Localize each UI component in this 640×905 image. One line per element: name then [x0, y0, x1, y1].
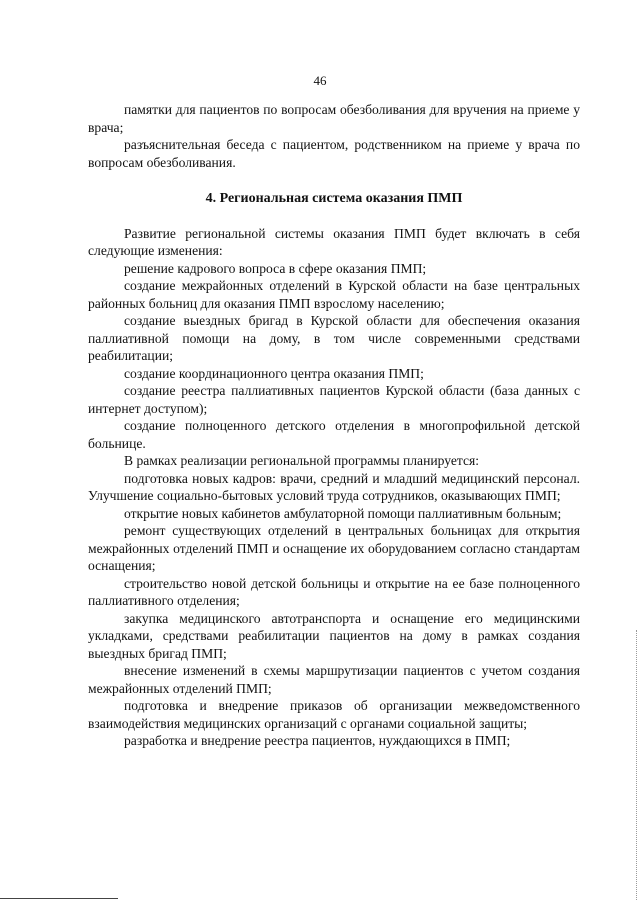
body-paragraph: создание реестра паллиативных пациентов Курской области (база данных с интернет доступом); [88, 383, 580, 416]
section-heading: 4. Региональная система оказания ПМП [205, 191, 463, 206]
intro-paragraph: памятки для пациентов по вопросам обезболивания для вручения на приеме у врача; [88, 102, 580, 135]
intro-paragraph: разъяснительная беседа с пациентом, родственником на приеме у врача по вопросам обезболивания. [88, 137, 580, 170]
body-paragraph: подготовка новых кадров: врачи, средний и младший медицинский персонал. Улучшение социально-бытовых условий труда сотрудников, оказывающих ПМП; [88, 470, 580, 503]
body-paragraph: ремонт существующих отделений в центральных больницах для открытия межрайонных отделений ПМП и оснащение их оборудованием согласно стандартам оснащения; [88, 523, 580, 573]
body-paragraph: разработка и внедрение реестра пациентов, нуждающихся в ПМП; [124, 733, 511, 748]
body-paragraph: открытие новых кабинетов амбулаторной помощи паллиативным больным; [124, 505, 562, 521]
scan-edge-marks [634, 630, 637, 900]
body-paragraph: строительство новой детской больницы и открытие на ее базе полноценного паллиативного отделения; [88, 575, 580, 608]
body-paragraph: закупка медицинского автотранспорта и оснащение его медицинскими укладками, средствами реабилитации пациентов на дому в рамках создания выездных бригад ПМП; [88, 610, 580, 661]
body-paragraph: решение кадрового вопроса в сфере оказания ПМП; [124, 260, 427, 276]
body-paragraph: создание полноценного детского отделения в многопрофильной детской больнице. [88, 418, 580, 451]
body-paragraph: В рамках реализации региональной программы планируется: [124, 453, 480, 468]
document-body [88, 101, 580, 750]
bottom-rule [0, 898, 118, 899]
body-paragraph: подготовка и внедрение приказов об организации межведомственного взаимодействия медицинских организаций с органами социальной защиты; [88, 698, 580, 731]
body-paragraph: Развитие региональной системы оказания ПМП будет включать в себя следующие изменения: [88, 225, 580, 258]
body-paragraph: создание выездных бригад в Курской области для обеспечения оказания паллиативной помощи на дому, в том числе современными средствами реабилитации; [88, 313, 580, 363]
body-paragraph: создание межрайонных отделений в Курской области на базе центральных районных больниц для оказания ПМП взрослому населению; [88, 278, 580, 311]
body-paragraph: внесение изменений в схемы маршрутизации пациентов с учетом создания межрайонных отделений ПМП; [88, 663, 580, 696]
page-number: 46 [313, 73, 327, 88]
body-paragraph: создание координационного центра оказания ПМП; [124, 365, 424, 381]
